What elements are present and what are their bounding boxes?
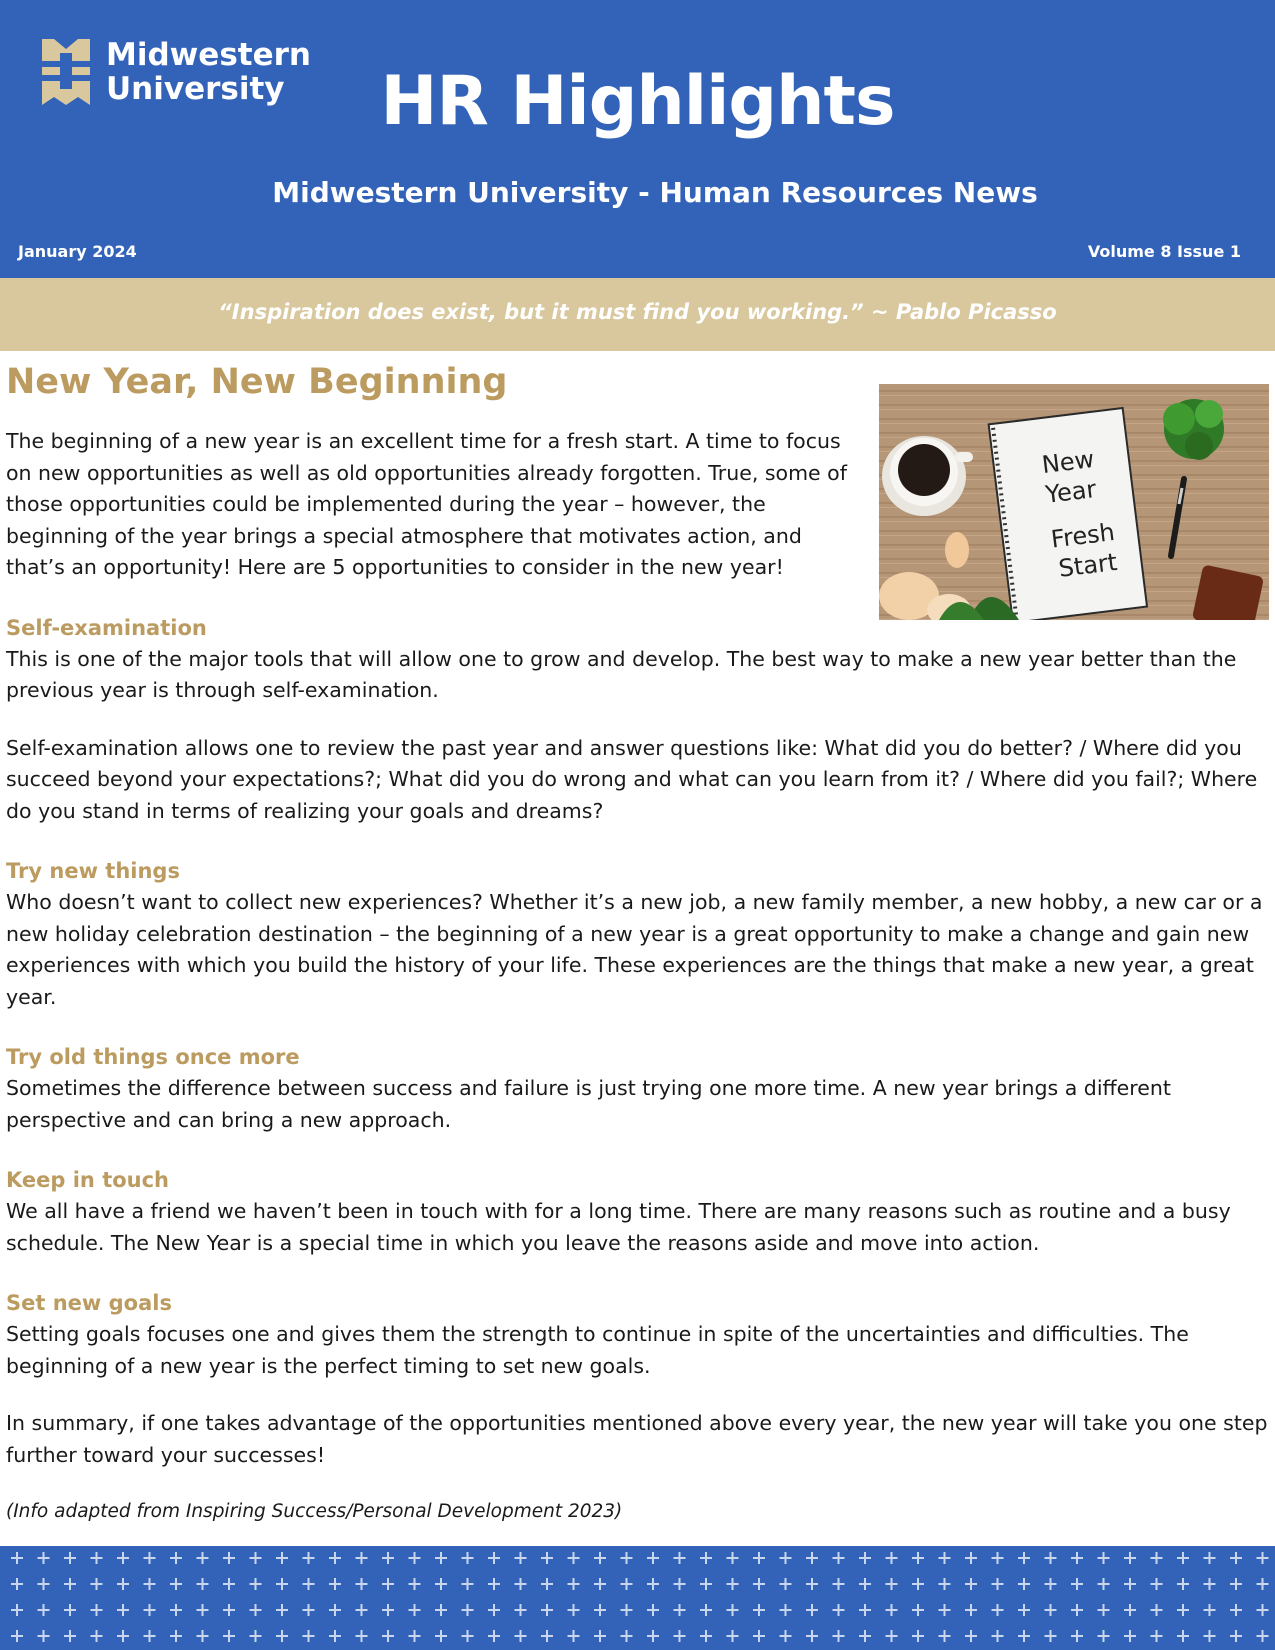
quote-band	[0, 278, 1275, 351]
newsletter-title: HR Highlights	[380, 62, 895, 141]
article-heading: New Year, New Beginning	[6, 362, 508, 402]
new-year-fresh-start-photo	[879, 384, 1269, 620]
logo-line-2: University	[106, 71, 285, 107]
article-source-note: (Info adapted from Inspiring Success/Personal Development 2023)	[6, 1501, 623, 1522]
section-paragraph: Setting goals focuses one and gives them the strength to continue in spite of the uncertainties and difficulties. The beginning of a new year is the perfect timing to set new goals.	[6, 1322, 1189, 1378]
section-heading-try-new-things: Try new things	[6, 859, 180, 883]
article-content	[6, 360, 1268, 1522]
footer-plus-pattern	[0, 1546, 1275, 1650]
section-paragraph: Sometimes the difference between success and failure is just trying one more time. A new year brings a different perspective and can bring a new approach.	[6, 1076, 1171, 1132]
notebook-text-line-1: New	[1040, 444, 1096, 480]
newsletter-header	[0, 0, 1275, 278]
section-heading-self-examination: Self-examination	[6, 615, 207, 640]
issue-volume: Volume 8 Issue 1	[1087, 242, 1241, 261]
inspirational-quote: “Inspiration does exist, but it must find you working.” ~ Pablo Picasso	[218, 300, 1057, 324]
notebook-text-line-4: Start	[1057, 547, 1119, 583]
summary-paragraph: In summary, if one takes advantage of the opportunities mentioned above every year, the new year will take you one step further toward your successes!	[6, 1411, 1268, 1467]
section-paragraph: Self-examination allows one to review the past year and answer questions like: What did you do better? / Where did you succeed beyond your expectations?; What did you do wrong and what can you learn from it? / Where did you fail?; Where do you stand in terms of realizing your goals and dreams?	[6, 735, 1258, 823]
section-paragraph: We all have a friend we haven’t been in touch with for a long time. There are many reasons such as routine and a busy schedule. The New Year is a special time in which you leave the reasons aside and move into action.	[6, 1199, 1231, 1255]
newsletter-subtitle: Midwestern University - Human Resources News	[272, 176, 1038, 209]
section-heading-keep-in-touch: Keep in touch	[6, 1168, 170, 1192]
logo-line-1: Midwestern	[106, 37, 311, 73]
section-heading-try-old-things: Try old things once more	[6, 1045, 300, 1069]
article-intro: The beginning of a new year is an excellent time for a fresh start. A time to focus on new opportunities as well as old opportunities already forgotten. True, some of those opportunities could be implemented during the year – however, the beginning of the year brings a special atmosphere that motivates action, and that’s an opportunity! Here are 5 opportunities to consider in the new year!	[6, 429, 847, 579]
section-paragraph: This is one of the major tools that will allow one to grow and develop. The best way to make a new year better than the previous year is through self-examination.	[6, 646, 1237, 702]
notebook-text-line-3: Fresh	[1049, 517, 1117, 554]
section-heading-set-new-goals: Set new goals	[6, 1291, 172, 1315]
notebook-text-line-2: Year	[1043, 474, 1098, 509]
issue-date: January 2024	[18, 242, 137, 261]
section-paragraph: Who doesn’t want to collect new experiences? Whether it’s a new job, a new family member, a new hobby, a new car or a new holiday celebration destination – the beginning of a new year is a great opportunity to make a change and gain new experiences with which you build the history of your life. These experiences are the things that make a new year, a great year.	[6, 890, 1263, 1009]
